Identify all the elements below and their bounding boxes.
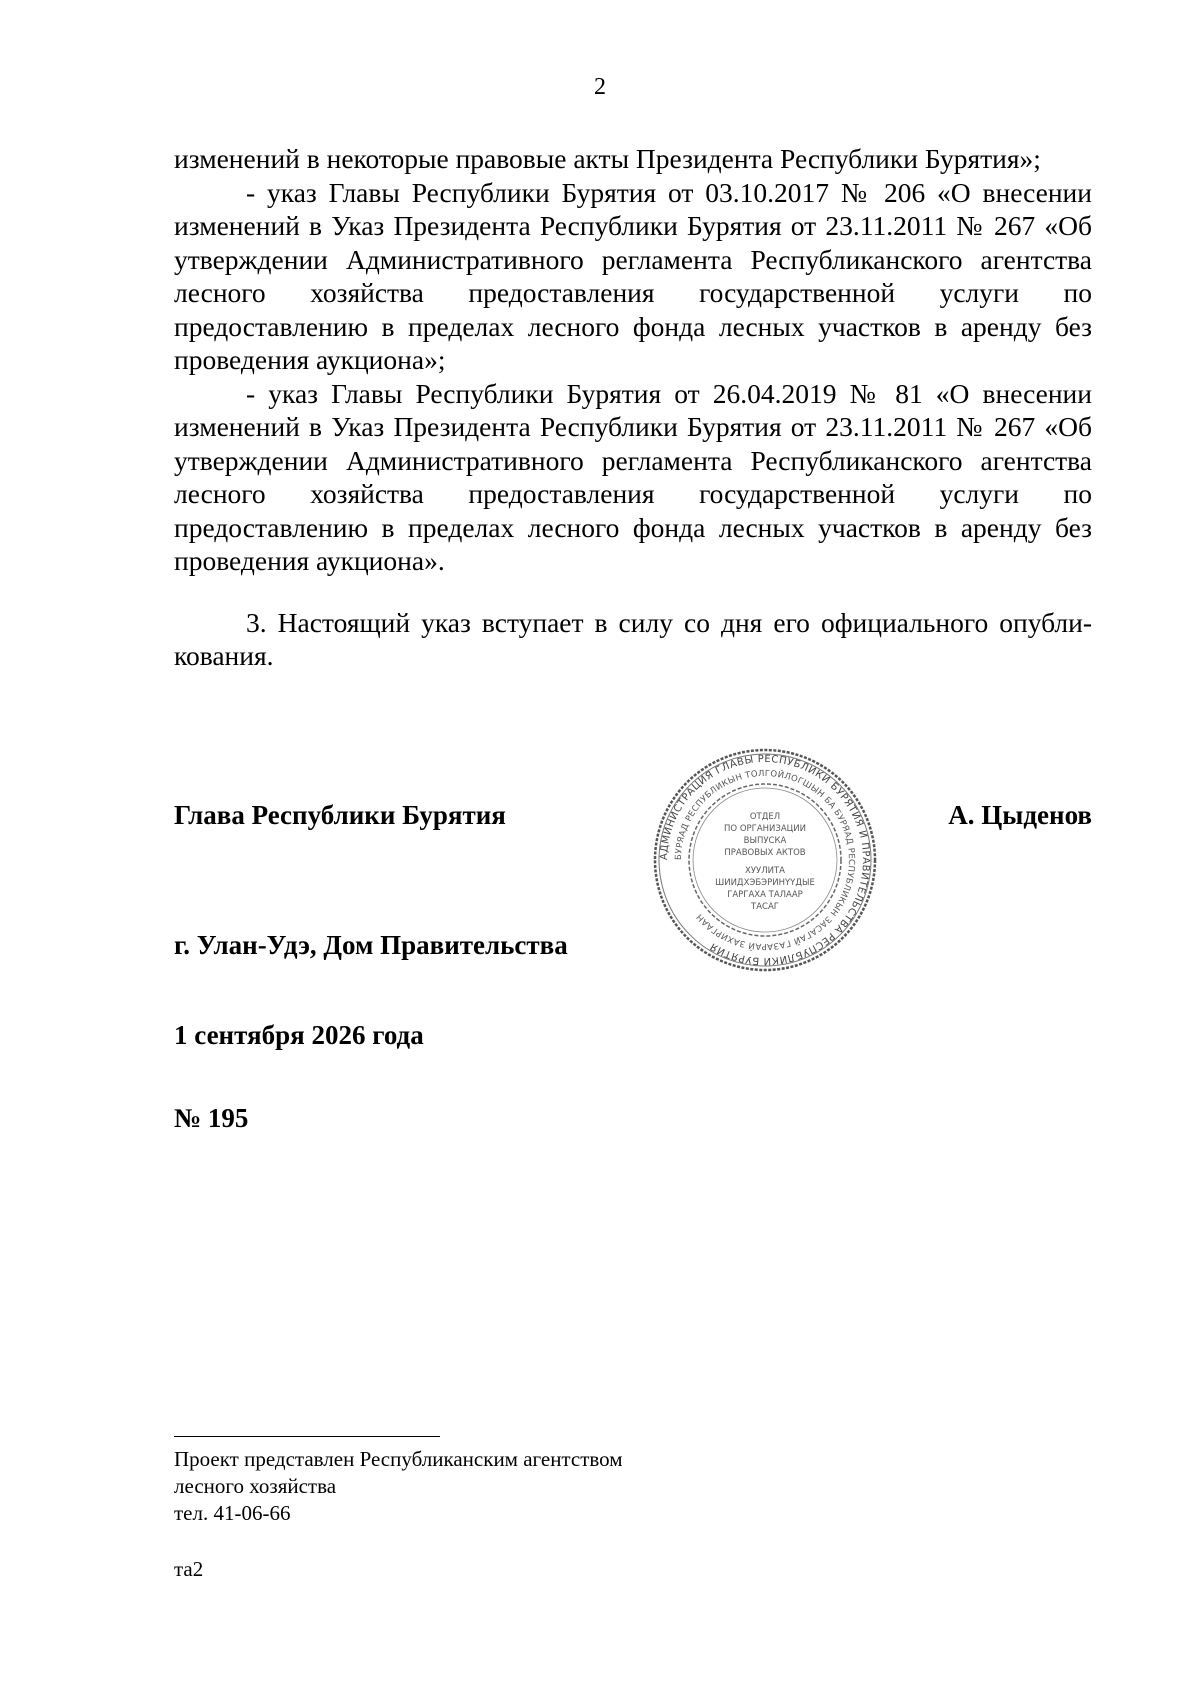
seal-center-line: ВЫПУСКА <box>743 836 787 846</box>
seal-center-line: ШИИДХЭБЭРИНҮҮДЫЕ <box>715 878 815 888</box>
footnote-line: лесного хозяйства <box>174 1474 337 1498</box>
signatory-title: Глава Республики Бурятия <box>174 800 506 830</box>
footnote-line: тел. 41-06-66 <box>174 1501 291 1525</box>
seal-center-line: ПО ОРГАНИЗАЦИИ <box>724 824 806 834</box>
seal-outer-text: АДМИНИСТРАЦИЯ ГЛАВЫ РЕСПУБЛИКИ БУРЯТИЯ И ПРАВИТЕЛЬСТВА РЕСПУБЛИКИ БУРЯТИЯ <box>658 753 872 967</box>
footnote <box>174 1446 623 1527</box>
body-paragraph: 3. Настоящий указ вступает в силу со дня его официального опубли-кования. <box>174 606 1092 671</box>
seal-center-line: ПРАВОВЫХ АКТОВ <box>724 848 806 858</box>
svg-text:АДМИНИСТРАЦИЯ ГЛАВЫ РЕСПУБЛИКИ <box>659 754 871 966</box>
footnote-divider <box>174 1436 440 1437</box>
body-paragraph: - указ Главы Республики Бурятия от 03.10.2017 № 206 «О внесении изменений в Указ Президента Республики Бурятия от 23.11.2011 № 267 «Об утверждении Административного регламента Республиканского агентства лесного хозяйства предоставления государственной услуги по предоставлению в пределах лесного фонда лесных участков в аренду без проведения аукциона»; <box>174 176 1092 375</box>
body-paragraph: изменений в некоторые правовые акты Президента Республики Бурятия»; <box>174 143 1041 174</box>
footnote-line: Проект представлен Республиканским агентством <box>174 1447 623 1471</box>
seal-center-line: ХУУЛИТА <box>745 866 785 876</box>
seal-center-line: ОТДЕЛ <box>749 812 781 822</box>
signing-date: 1 сентября 2026 года <box>174 1020 424 1050</box>
body-paragraph: - указ Главы Республики Бурятия от 26.04.2019 № 81 «О внесении изменений в Указ Президента Республики Бурятия от 23.11.2011 № 267 «Об утверждении Административного регламента Республиканского агентства лесного хозяйства предоставления государственной услуги по предоставлению в пределах лесного фонда лесных участков в аренду без проведения аукциона». <box>174 377 1092 576</box>
decree-number: № 195 <box>174 1103 249 1133</box>
document-body <box>174 142 1092 673</box>
document-code: та2 <box>174 1557 204 1581</box>
page-number: 2 <box>594 74 606 100</box>
signatory-name: А. Цыденов <box>948 800 1092 830</box>
signing-place: г. Улан-Удэ, Дом Правительства <box>174 930 568 960</box>
seal-inner-text: БУРЯАД РЕСПУБЛИКЫН ТОЛГОЙЛОГШЫН БА БУРЯАД РЕСПУБЛИКЫН ЗАСАГАЙ ГАЗАРАЙ ЗАХИРГААН <box>673 768 857 952</box>
official-seal <box>650 745 880 975</box>
seal-center-line: ТАСАГ <box>751 902 779 912</box>
seal-center-line: ГАРГАХА ТАЛААР <box>727 890 803 900</box>
svg-text:БУРЯАД РЕСПУБЛИКЫН ТОЛГОЙЛОГШЫ <box>674 768 856 952</box>
